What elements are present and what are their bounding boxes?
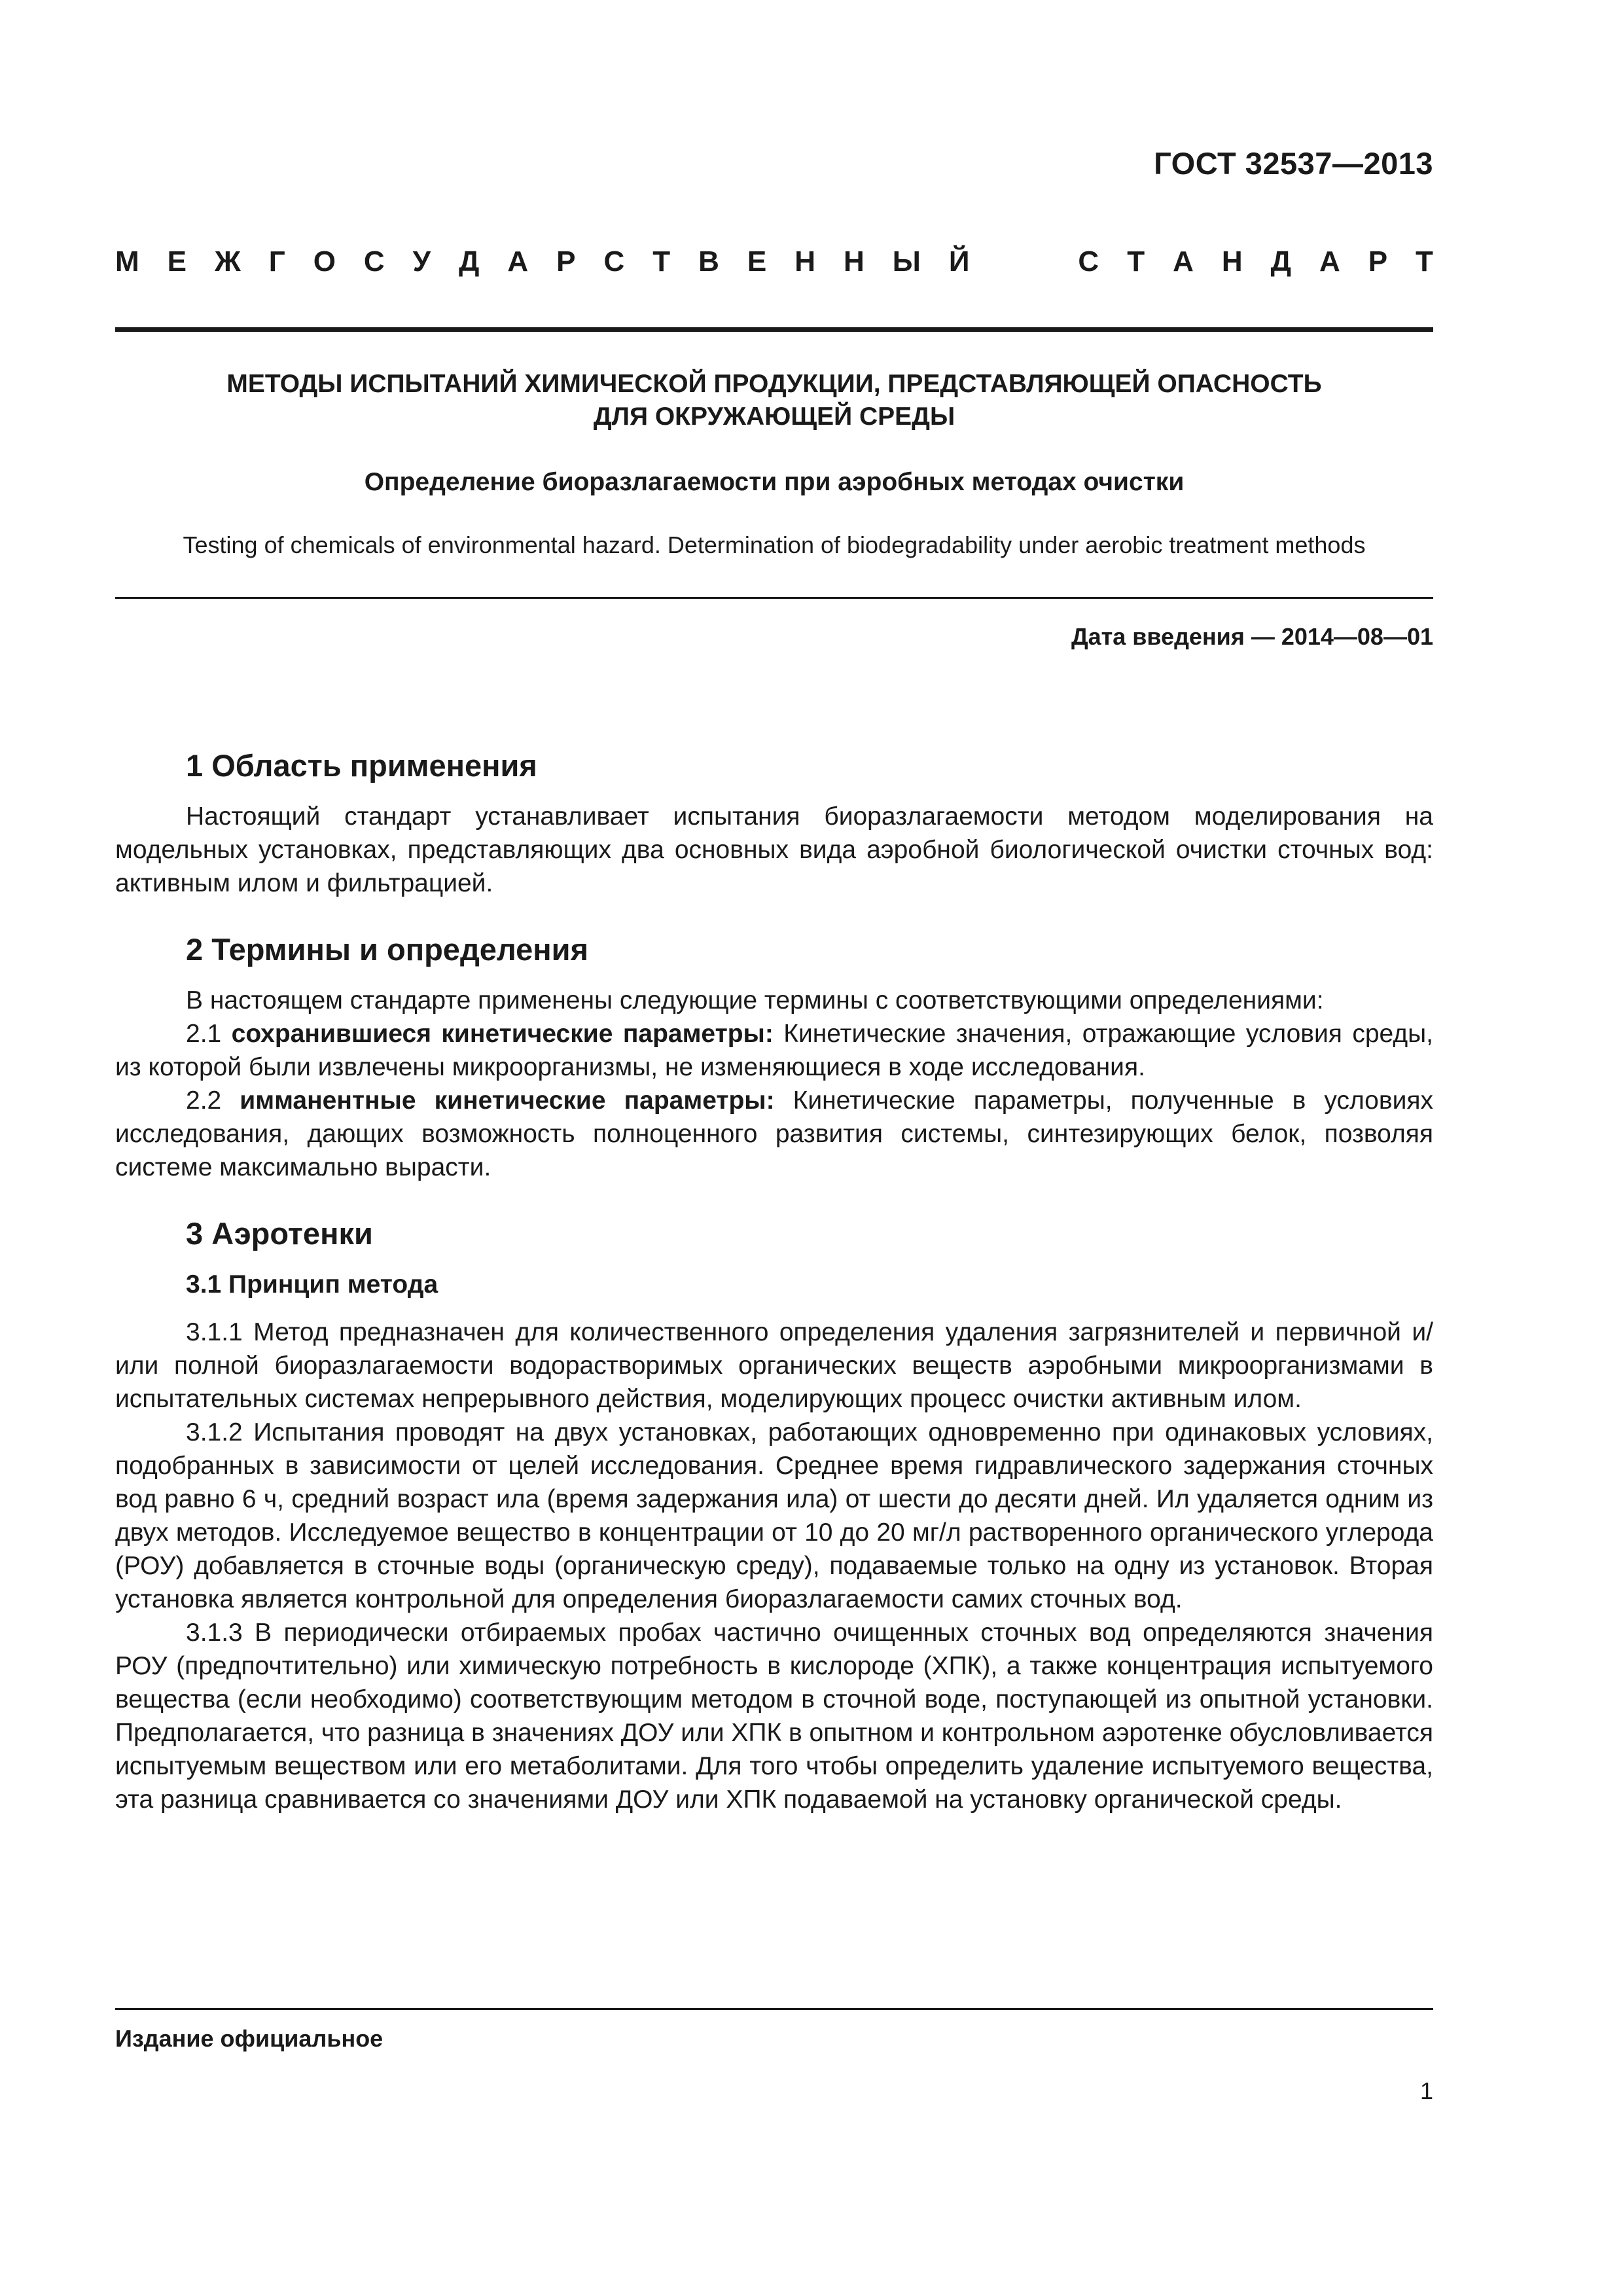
- document-body: [115, 746, 1433, 1816]
- english-title: Testing of chemicals of environmental hazard. Determination of biodegradability under aerobic treatment methods: [183, 531, 1366, 558]
- term-text: Кинетические значения, отражающие условия среды, из которой были извлечены микроорганизмы, не изменяющиеся в ходе исследования.: [115, 1020, 1433, 1081]
- type-letter: А: [1173, 245, 1194, 278]
- type-letter: Н: [1221, 245, 1243, 278]
- term-number: 2.2: [186, 1086, 240, 1115]
- term-definition: [115, 1017, 1433, 1084]
- section-heading: 2 Термины и определения: [186, 932, 588, 967]
- standard-type-line: [115, 245, 1433, 278]
- term-text: Кинетические параметры, полученные в условиях исследования, дающих возможность полноценного развития системы, синтезирующих белок, позволяя системе максимально вырасти.: [115, 1086, 1433, 1181]
- type-letter: У: [412, 245, 431, 278]
- type-letter: Т: [652, 245, 671, 278]
- paragraph: В настоящем стандарте применены следующие термины с соответствующими определениями:: [186, 986, 1324, 1014]
- paragraph: Настоящий стандарт устанавливает испытания биоразлагаемости методом моделирования на модельных установках, представляющих два основных вида аэробной биологической очистки сточных вод: активным илом и фильтрацией.: [115, 802, 1433, 897]
- title-line: ДЛЯ ОКРУЖАЮЩЕЙ СРЕДЫ: [593, 403, 955, 431]
- type-letter: Е: [747, 245, 767, 278]
- title-divider: [115, 597, 1433, 599]
- type-letter: Р: [1368, 245, 1388, 278]
- intro-date: Дата введения — 2014—08—01: [1071, 623, 1433, 650]
- term-name: имманентные кинетические параметры:: [240, 1086, 775, 1115]
- document-code: ГОСТ 32537—2013: [1154, 146, 1433, 181]
- type-letter: В: [698, 245, 719, 278]
- section-heading: 1 Область применения: [186, 748, 537, 783]
- paragraph: 3.1.2 Испытания проводят на двух установках, работающих одновременно при одинаковых условиях, подобранных в зависимости от целей исследования. Среднее время гидравлического задержания сточных вод равно 6 ч, средний возраст ила (время задержания ила) от шести до десяти дней. Ил удаляется одним из двух методов. Исследуемое вещество в концентрации от 10 до 20 мг/л растворенного органического углерода (РОУ) добавляется в сточные воды (органическую среду), подаваемые только на одну из установок. Вторая установка является контрольной для определения биоразлагаемости самих сточных вод.: [115, 1418, 1433, 1613]
- type-letter: М: [115, 245, 139, 278]
- type-letter: О: [313, 245, 336, 278]
- subsection-heading: 3.1 Принцип метода: [186, 1270, 438, 1299]
- type-letter: Т: [1416, 245, 1433, 278]
- type-letter: Н: [844, 245, 865, 278]
- type-letter: Е: [167, 245, 187, 278]
- header-divider: [115, 327, 1433, 332]
- type-letter: Д: [459, 245, 480, 278]
- footer-divider: [115, 2008, 1433, 2010]
- edition-label: Издание официальное: [115, 2025, 383, 2052]
- document-subtitle: Определение биоразлагаемости при аэробных методах очистки: [364, 468, 1185, 496]
- type-letter: С: [1078, 245, 1099, 278]
- type-letter: Т: [1127, 245, 1145, 278]
- type-letter: С: [363, 245, 385, 278]
- section-heading: 3 Аэротенки: [186, 1216, 373, 1251]
- type-letter: Н: [794, 245, 816, 278]
- word-gap: [997, 245, 1050, 278]
- document-title: [115, 368, 1433, 433]
- term-definition: [115, 1084, 1433, 1184]
- title-line: МЕТОДЫ ИСПЫТАНИЙ ХИМИЧЕСКОЙ ПРОДУКЦИИ, ПРЕДСТАВЛЯЮЩЕЙ ОПАСНОСТЬ: [226, 370, 1322, 398]
- type-letter: С: [603, 245, 625, 278]
- type-letter: Г: [268, 245, 285, 278]
- paragraph: 3.1.3 В периодически отбираемых пробах частично очищенных сточных вод определяются значения РОУ (предпочтительно) или химическую потребность в кислороде (ХПК), а также концентрация испытуемого вещества (если необходимо) соответствующим методом в сточной воде, поступающей из опытной установки. Предполагается, что разница в значениях ДОУ или ХПК в опытном и контрольном аэротенке обусловливается испытуемым веществом или его метаболитами. Для того чтобы определить удаление испытуемого вещества, эта разница сравнивается со значениями ДОУ или ХПК подаваемой на установку органической среды.: [115, 1619, 1434, 1814]
- type-letter: Р: [556, 245, 576, 278]
- type-letter: Ы: [892, 245, 921, 278]
- type-letter: Ж: [214, 245, 241, 278]
- type-letter: Й: [948, 245, 970, 278]
- type-letter: А: [1319, 245, 1340, 278]
- term-name: сохранившиеся кинетические параметры:: [231, 1020, 774, 1048]
- term-number: 2.1: [186, 1020, 232, 1048]
- paragraph: 3.1.1 Метод предназначен для количественного определения удаления загрязнителей и первичной и/или полной биоразлагаемости водорастворимых органических веществ аэробными микроорганизмами в испытательных системах непрерывного действия, моделирующих процесс очистки активным илом.: [115, 1318, 1433, 1413]
- page-number: 1: [1419, 2077, 1433, 2104]
- type-letter: А: [507, 245, 529, 278]
- type-letter: Д: [1270, 245, 1291, 278]
